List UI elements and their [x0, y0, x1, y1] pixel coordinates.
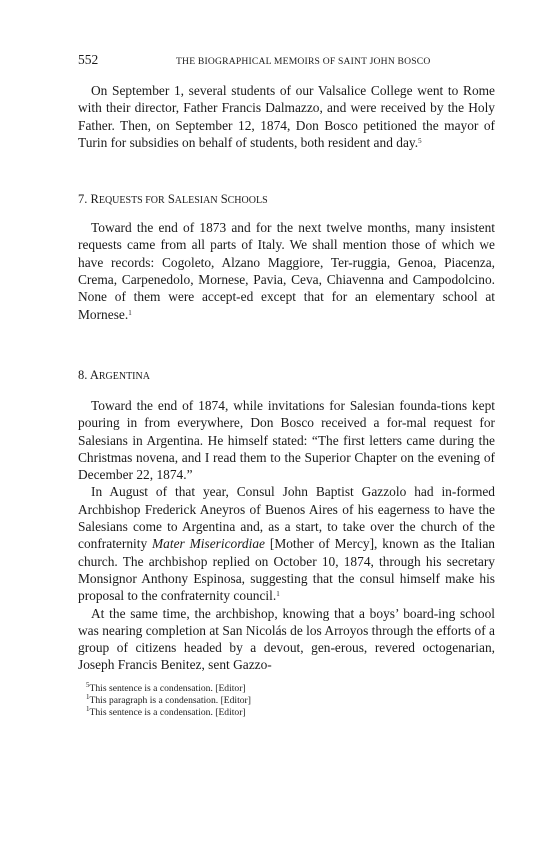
footnote: $^5$This sentence is a condensation. [Editor] — [86, 680, 246, 694]
running-title: THE BIOGRAPHICAL MEMOIRS OF SAINT JOHN BOSCO — [176, 56, 431, 67]
italic-term: Mater Misericordiae — [152, 536, 265, 552]
book-page — [78, 52, 495, 719]
paragraph: On September 1, several students of our Valsalice College went to Rome with their director, Father Francis Dalmazzo, and were received by the Holy Father. Then, on September 12, 1874, Don Bosco petitioned the mayor of Turin for subsidies on behalf of students, both resident and day.$^5$ — [78, 83, 495, 150]
running-head — [78, 52, 495, 72]
footnotes — [78, 680, 495, 720]
footnote-ref: 1 — [276, 590, 280, 599]
paragraph: Toward the end of 1874, while invitations for Salesian founda-tions kept pouring in from everywhere, Don Bosco received a for-mal request for Salesians in Argentina. He himself stated: “The first letters came during the Christmas novena, and I read them to the Superior Chapter on the evening of December 22, 1874.” — [78, 397, 495, 483]
footnote-ref: 5 — [418, 136, 422, 145]
paragraph: Toward the end of 1873 and for the next twelve months, many insistent requests came from all parts of Italy. We shall mention those of which we have records: Cogoleto, Alzano Maggiore, Ter-ruggia, Genoa, Piacenza, Crema, Carpenedolo, Mornese, Pavia, Ceva, Chiavenna and Campodolcino. None of them were accept-ed except that for an elementary school at Mornese.$^1$ — [78, 220, 495, 322]
footnote: $^1$This sentence is a condensation. [Editor] — [86, 705, 246, 719]
footnote-ref: 1 — [128, 308, 132, 317]
paragraph: In August of that year, Consul John Baptist Gazzolo had in-formed Archbishop Frederick Aneyros of Buenos Aires of his eagerness to have the Salesians come to Argentina and, as a start, to take over the church of the confraternity Mater Misericordiae [Mother of Mercy], known as the Italian church. The archbishop replied on October 10, 1874, through his secretary Monsignor Anthony Espinosa, suggesting that the consul himself make his proposal to the confraternity council.$^1$ — [78, 484, 495, 604]
section-heading-8: 8. ARGENTINA — [78, 367, 150, 382]
page-number: 552 — [78, 52, 99, 67]
footnote: $^1$This paragraph is a condensation. [Editor] — [86, 692, 251, 706]
paragraph: At the same time, the archbishop, knowing that a boys’ board-ing school was nearing completion at San Nicolás de los Arroyos through the efforts of a group of citizens headed by a devout, gen-erous, revered octogenarian, Joseph Francis Benitez, sent Gazzo- — [78, 605, 495, 673]
section-heading-7: 7. REQUESTS FOR SALESIAN SCHOOLS — [78, 192, 268, 207]
